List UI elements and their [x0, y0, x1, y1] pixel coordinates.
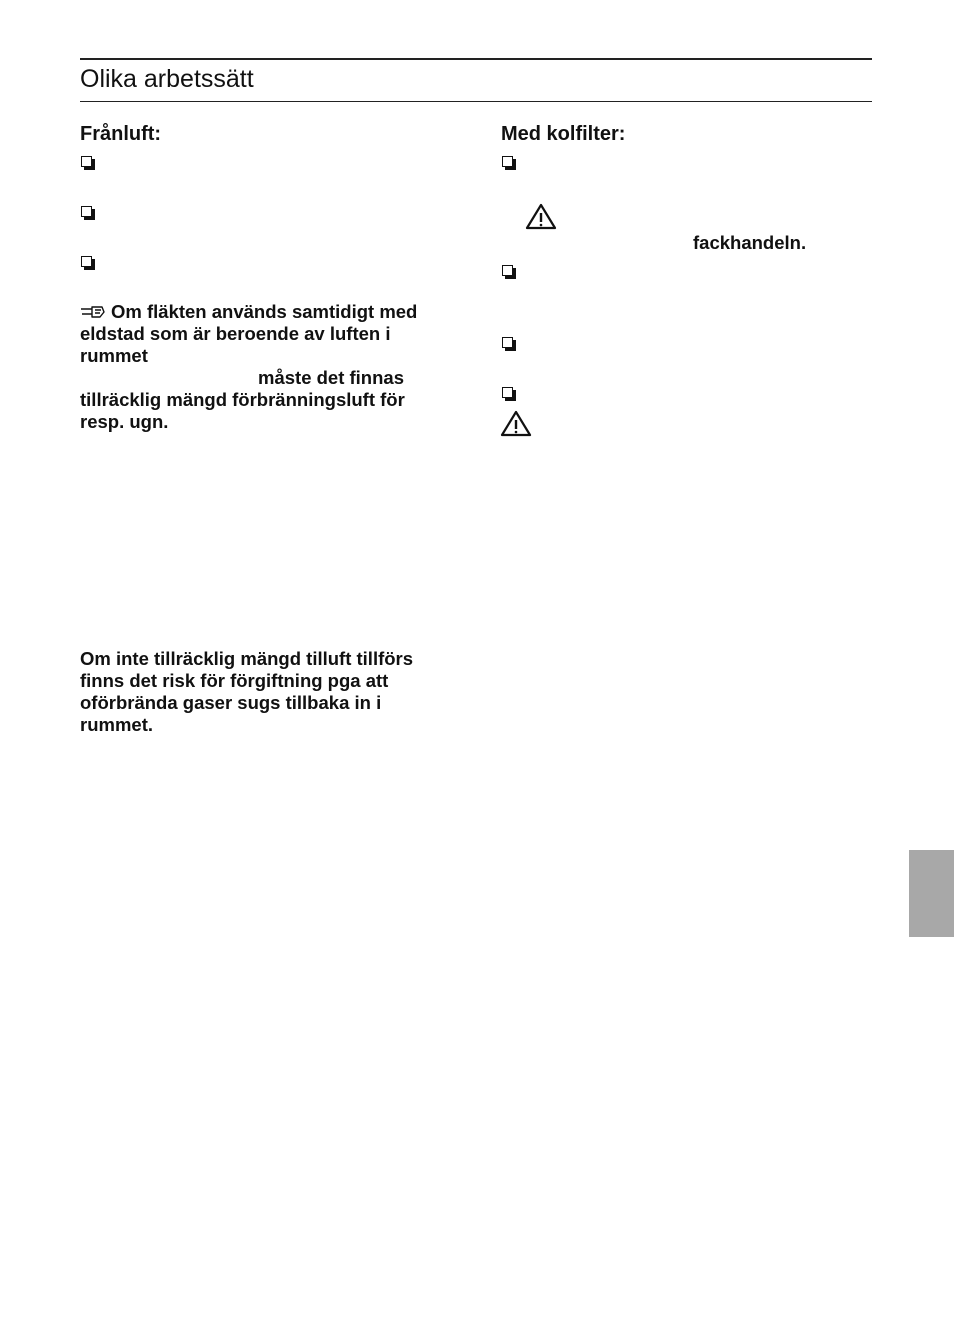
warning-line: finns det risk för förgiftning pga att [80, 670, 389, 691]
right-heading: Med kolfilter: [501, 123, 626, 145]
warning-line: oförbrända gaser sugs tillbaka in i [80, 692, 382, 713]
warning-triangle-icon [525, 203, 557, 230]
checkbox-icon [502, 387, 513, 398]
note-line: rummet [80, 345, 148, 366]
page-title: Olika arbetssätt [80, 65, 254, 93]
top-rule [80, 58, 872, 60]
note-line: resp. ugn. [80, 411, 169, 432]
note-line: eldstad som är beroende av luften i [80, 323, 391, 344]
checkbox-icon [81, 206, 92, 217]
pointing-hand-icon [80, 304, 106, 320]
note-line: Om fläkten används samtidigt med [111, 301, 418, 322]
checkbox-icon [81, 156, 92, 167]
note-line: tillräcklig mängd förbränningsluft för [80, 389, 405, 410]
checkbox-icon [81, 256, 92, 267]
warning-triangle-icon [500, 410, 532, 437]
checkbox-icon [502, 337, 513, 348]
section-tab [909, 850, 954, 937]
left-heading: Frånluft: [80, 123, 162, 145]
checkbox-icon [502, 265, 513, 276]
header-underline [80, 101, 872, 102]
checkbox-icon [502, 156, 513, 167]
note-line: måste det finnas [258, 367, 404, 388]
warning-line: Om inte tillräcklig mängd tilluft tillförs [80, 648, 414, 669]
fragment-text: fackhandeln. [693, 232, 807, 253]
warning-line: rummet. [80, 714, 153, 735]
